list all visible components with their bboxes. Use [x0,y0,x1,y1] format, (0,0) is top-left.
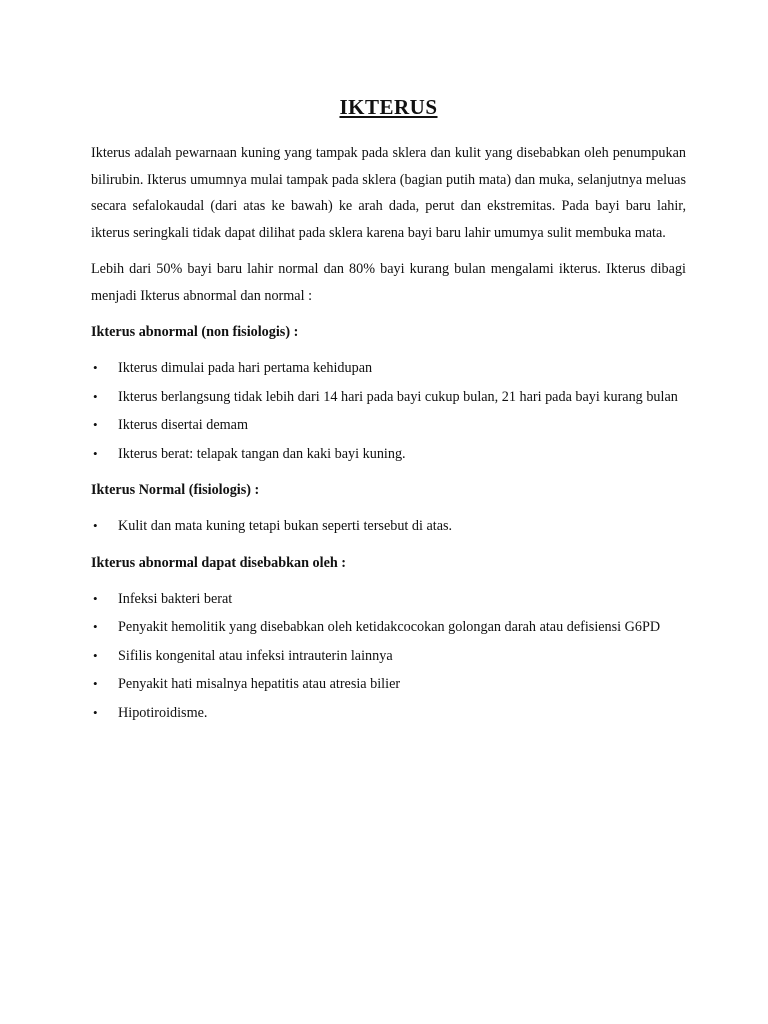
list-item-text: Penyakit hemolitik yang disebabkan oleh ketidakcocokan golongan darah atau defisiensi G6PD [118,619,661,635]
normal-list [91,513,686,540]
list-item [91,513,686,540]
abnormal-heading: Ikterus abnormal (non fisiologis) : [91,324,299,340]
list-item [91,355,686,382]
list-item-text: Ikterus berat: telapak tangan dan kaki bayi kuning. [118,445,406,462]
bullet-icon: • [93,704,98,720]
bullet-icon: • [93,518,98,533]
list-item-text: Infeksi bakteri berat [118,590,233,607]
bullet-icon: • [93,388,98,404]
list-item [91,586,686,613]
list-item-text: Ikterus dimulai pada hari pertama kehidupan [118,360,373,376]
bullet-icon: • [93,647,98,663]
intro-paragraph-1: Ikterus adalah pewarnaan kuning yang tampak pada sklera dan kulit yang disebabkan oleh penumpukan bilirubin. Ikterus umumnya mulai tampak pada sklera (bagian putih mata) dan muka, selanjutnya meluas secara sefalokaudal (dari atas ke bawah) ke arah dada, perut dan ekstremitas. Pada bayi baru lahir, ikterus seringkali tidak dapat dilihat pada sklera karena bayi baru lahir umumya sulit membuka mata. [91,145,686,241]
list-item [91,441,686,468]
list-item [91,614,686,641]
list-item [91,643,686,670]
list-item-text: Sifilis kongenital atau infeksi intrauterin lainnya [118,647,393,664]
normal-heading: Ikterus Normal (fisiologis) : [91,482,260,498]
bullet-icon: • [93,417,98,432]
causes-list [91,586,686,727]
list-item [91,700,686,727]
list-item [91,384,686,411]
intro-paragraph-2: Lebih dari 50% bayi baru lahir normal dan 80% bayi kurang bulan mengalami ikterus. Ikterus dibagi menjadi Ikterus abnormal dan normal : [91,261,686,304]
list-item-text: Penyakit hati misalnya hepatitis atau atresia bilier [118,676,401,692]
bullet-icon: • [93,590,98,606]
list-item [91,671,686,698]
document-title: IKTERUS [339,95,438,119]
list-item [91,412,686,439]
abnormal-list [91,355,686,467]
causes-heading: Ikterus abnormal dapat disebabkan oleh : [91,554,347,571]
list-item-text: Ikterus berlangsung tidak lebih dari 14 hari pada bayi cukup bulan, 21 hari pada bayi kurang bulan [118,388,678,405]
bullet-icon: • [93,619,98,634]
list-item-text: Kulit dan mata kuning tetapi bukan seperti tersebut di atas. [118,518,453,534]
bullet-icon: • [93,445,98,461]
bullet-icon: • [93,676,98,691]
document-page [91,94,686,736]
list-item-text: Hipotiroidisme. [118,704,208,721]
list-item-text: Ikterus disertai demam [118,417,249,433]
bullet-icon: • [93,360,98,375]
